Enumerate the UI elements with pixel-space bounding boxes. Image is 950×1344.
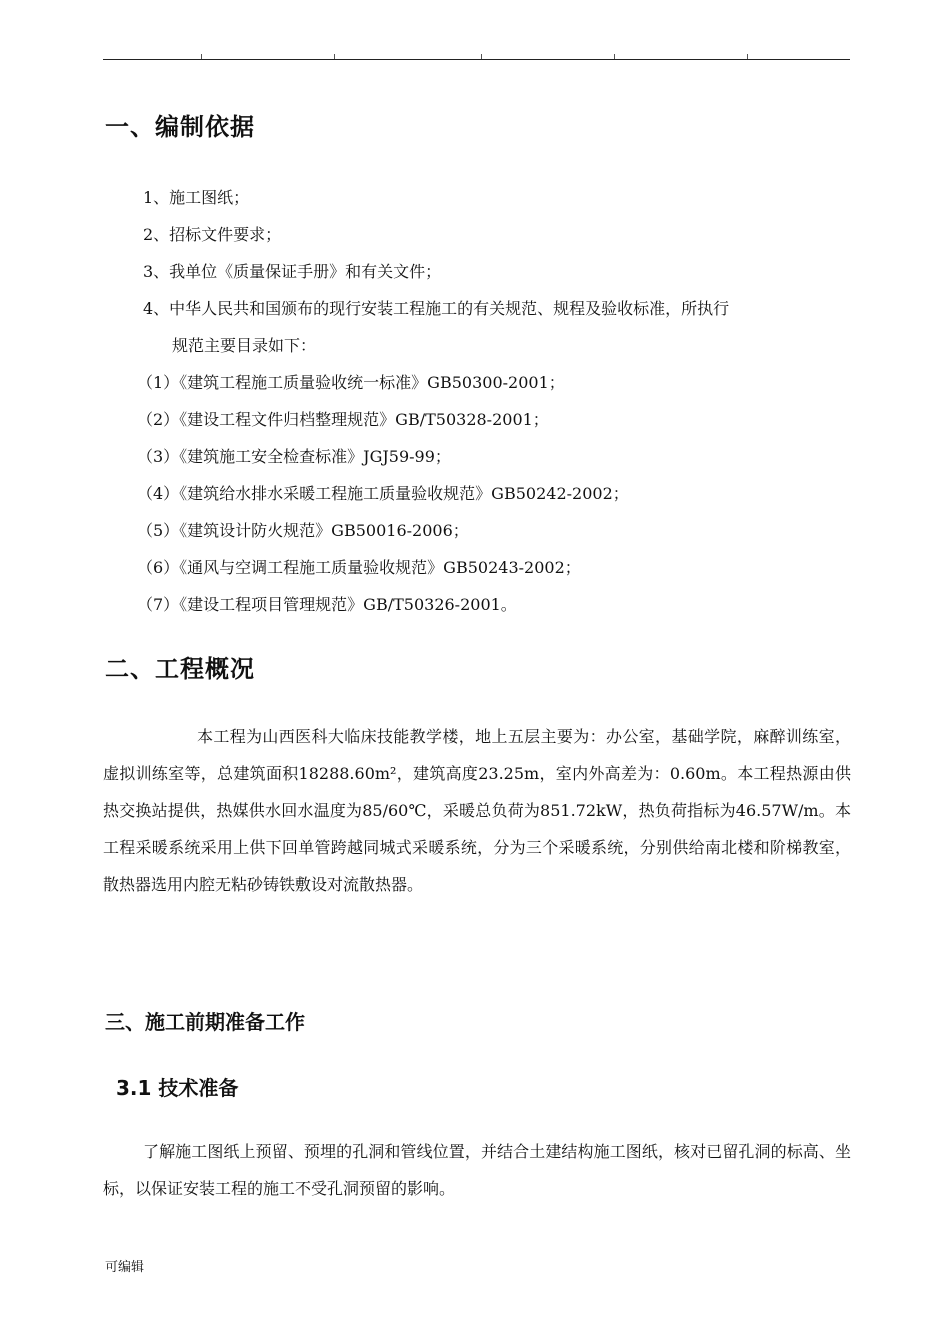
standard-item: （1）《建筑工程施工质量验收统一标准》GB50300-2001；	[137, 373, 565, 392]
project-overview-paragraph: 本工程为山西医科大临床技能教学楼，地上五层主要为：办公室，基础学院，麻醉训练室，虚拟训练室等，总建筑面积18288.60m²，建筑高度23.25m，室内外高差为：0.60m。本工程热源由供热交换站提供，热媒供水回水温度为85/60℃，采暖总负荷为851.72kW，热负荷指标为46.57W/m。本工程采暖系统采用上供下回单管跨越同城式采暖系统，分为三个采暖系统，分别供给南北楼和阶梯教室，散热器选用内腔无粘砂铸铁敷设对流散热器。	[103, 727, 851, 894]
section3-heading: 三、施工前期准备工作	[105, 1010, 305, 1034]
header-tick	[481, 54, 482, 59]
basis-item: 2、招标文件要求；	[143, 225, 282, 244]
section2-heading: 二、工程概况	[105, 655, 255, 683]
header-rule	[103, 59, 850, 60]
section1-heading: 一、编制依据	[105, 113, 255, 141]
technical-prep-paragraph: 了解施工图纸上预留、预埋的孔洞和管线位置，并结合土建结构施工图纸，核对已留孔洞的标高、坐标，以保证安装工程的施工不受孔洞预留的影响。	[103, 1142, 851, 1198]
header-tick	[334, 54, 335, 59]
standard-item: （2）《建设工程文件归档整理规范》GB/T50328-2001；	[137, 410, 549, 429]
header-tick	[201, 54, 202, 59]
basis-item: 4、中华人民共和国颁布的现行安装工程施工的有关规范、规程及验收标准，所执行	[143, 299, 730, 318]
basis-item: 3、我单位《质量保证手册》和有关文件；	[143, 262, 442, 281]
basis-item: 1、施工图纸；	[143, 188, 250, 207]
standard-item: （6）《通风与空调工程施工质量验收规范》GB50243-2002；	[137, 558, 581, 577]
basis-item: 规范主要目录如下：	[172, 336, 317, 355]
standard-item: （3）《建筑施工安全检查标准》JGJ59-99；	[137, 447, 451, 466]
standard-item: （5）《建筑设计防火规范》GB50016-2006；	[137, 521, 469, 540]
footer-label: 可编辑	[105, 1260, 145, 1275]
standard-item: （4）《建筑给水排水采暖工程施工质量验收规范》GB50242-2002；	[137, 484, 629, 503]
standard-item: （7）《建设工程项目管理规范》GB/T50326-2001。	[137, 595, 517, 614]
header-tick	[747, 54, 748, 59]
header-tick	[614, 54, 615, 59]
subsection-heading: 3.1 技术准备	[116, 1076, 239, 1100]
